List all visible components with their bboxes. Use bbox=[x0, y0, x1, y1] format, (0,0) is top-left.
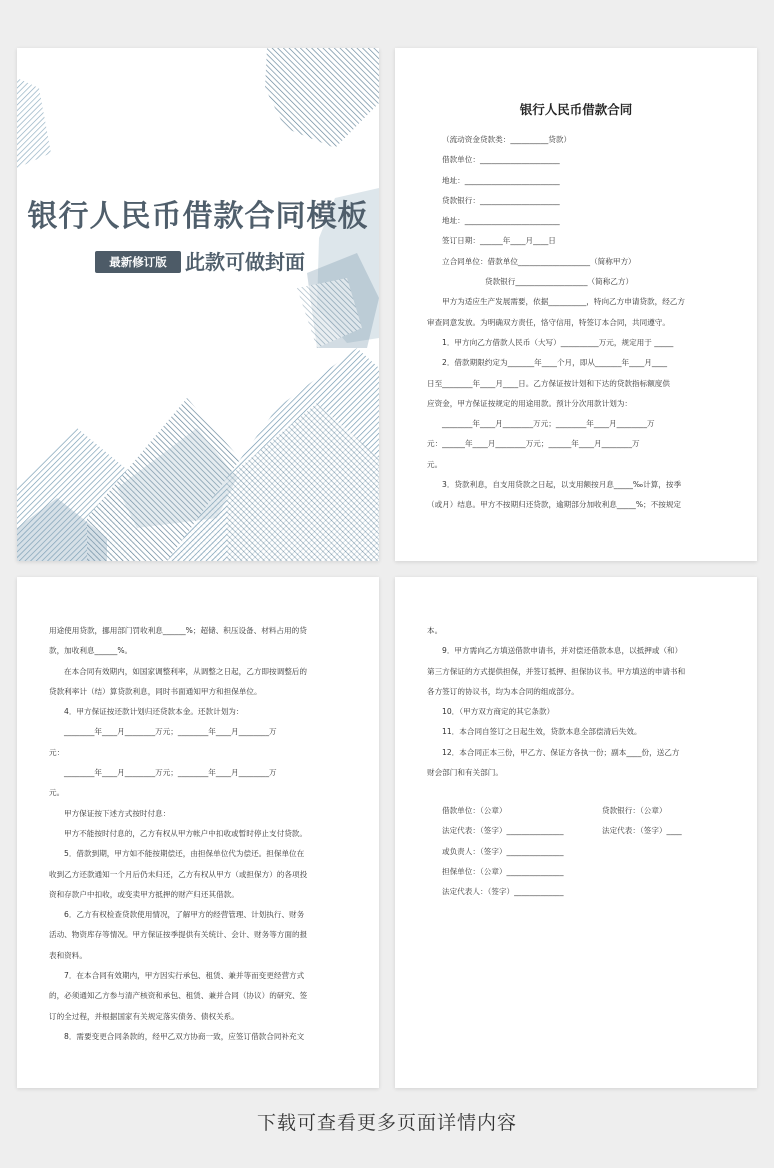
text-line: 元。 bbox=[427, 459, 443, 469]
text-line: 表和资料。 bbox=[49, 950, 87, 960]
contract-page-2 bbox=[17, 577, 379, 1088]
text-line: 在本合同有效期内，如国家调整利率，从调整之日起，乙方即按调整后的 bbox=[64, 666, 307, 676]
text-line: 贷款银行___________________（简称乙方） bbox=[485, 277, 634, 287]
text-line: 元：______年____月________万元；______年____月________万 bbox=[427, 439, 640, 449]
contract-body-2 bbox=[49, 621, 349, 1047]
text-line: 地址：_________________________ bbox=[442, 175, 560, 185]
text-line: 款，加收利息______%。 bbox=[49, 646, 133, 656]
text-line: 元： bbox=[49, 747, 65, 757]
sign-right-line: 贷款银行：（公章） bbox=[602, 806, 667, 815]
text-line: 的，必须通知乙方参与清产核资和承包、租赁、兼并合同（协议）的研究、签 bbox=[49, 991, 308, 1001]
text-line: 本。 bbox=[427, 626, 443, 635]
text-line: 2．借款期限约定为_______年____个月，即从_______年____月____ bbox=[442, 358, 668, 368]
signature-block bbox=[427, 801, 727, 902]
text-line: 1．甲方向乙方借款人民币（大写）__________万元，规定用于 _____ bbox=[442, 337, 674, 347]
text-line: 财会部门和有关部门。 bbox=[427, 768, 503, 778]
text-line: 6．乙方有权检查贷款使用情况，了解甲方的经营管理、计划执行、财务 bbox=[64, 910, 305, 920]
sign-left-line: 担保单位：（公章）_______________ bbox=[442, 866, 564, 876]
cover-page bbox=[17, 48, 379, 561]
text-line: 第三方保证的方式提供担保，并签订抵押、担保协议书。甲方填送的申请书和 bbox=[427, 666, 686, 676]
text-line: ________年____月________万元；________年____月________万 bbox=[64, 768, 277, 778]
text-line: 11．本合同自签订之日起生效，贷款本息全部偿清后失效。 bbox=[442, 727, 642, 737]
sign-left-line: 法定代表人：（签字）_____________ bbox=[442, 887, 564, 897]
cover-geometric-pattern bbox=[17, 48, 379, 561]
text-line: 日至________年____月____日。乙方保证按计划和下达的贷款指标额度供 bbox=[427, 378, 670, 388]
text-line: 收到乙方还款通知一个月后仍未归还，乙方有权从甲方（或担保方）的各项投 bbox=[49, 869, 308, 879]
text-line: 借款单位：_____________________ bbox=[442, 155, 560, 165]
text-line: 活动、物资库存等情况。甲方保证按季提供有关统计、会计、财务等方面的报 bbox=[49, 930, 308, 940]
text-line: 10．（甲方双方商定的其它条款） bbox=[442, 707, 555, 717]
download-more-footer: 下载可查看更多页面详情内容 bbox=[256, 1112, 517, 1134]
sign-left-line: 法定代表：（签字）_______________ bbox=[442, 826, 564, 836]
text-line: 签订日期：______年____月____日 bbox=[442, 236, 556, 246]
text-line: 7．在本合同有效期内，甲方因实行承包、租赁、兼并等而变更经营方式 bbox=[64, 971, 305, 981]
text-line: ________年____月________万元；________年____月________万 bbox=[64, 727, 277, 737]
text-line: 贷款银行：_____________________ bbox=[442, 195, 560, 205]
text-line: 甲方不能按时付息的，乙方有权从甲方帐户中扣收或暂时停止支付贷款。 bbox=[64, 828, 307, 838]
text-line: 贷款利率计（结）算贷款利息，同时书面通知甲方和担保单位。 bbox=[49, 686, 262, 696]
sign-left-line: 或负责人：（签字）_______________ bbox=[442, 846, 564, 856]
text-line: 立合同单位：借款单位___________________（简称甲方） bbox=[442, 256, 636, 266]
contract-body-3 bbox=[427, 621, 727, 783]
text-line: 各方签订的协议书，均为本合同的组成部分。 bbox=[427, 686, 579, 696]
text-line: 元。 bbox=[49, 788, 65, 798]
contract-page-3 bbox=[395, 577, 757, 1088]
text-line: 地址：_________________________ bbox=[442, 216, 560, 226]
text-line: ________年____月________万元；________年____月________万 bbox=[442, 419, 655, 429]
text-line: （流动资金贷款类：__________贷款） bbox=[442, 135, 572, 144]
sign-right-line: 法定代表：（签字）____ bbox=[602, 826, 682, 836]
text-line: 用途使用贷款，挪用部门罚收利息______%；超储、积压设备、材料占用的贷 bbox=[49, 626, 307, 635]
cover-subtitle: 此款可做封面 bbox=[185, 250, 305, 274]
text-line: 12．本合同正本三份，甲乙方、保证方各执一份；副本____份，送乙方 bbox=[442, 747, 680, 757]
text-line: 审查同意发放。为明确双方责任，恪守信用，特签订本合同，共同遵守。 bbox=[427, 317, 670, 327]
cover-title: 银行人民币借款合同模板 bbox=[27, 199, 369, 234]
text-line: （或月）结息。甲方不按期归还贷款，逾期部分加收利息_____%；不按规定 bbox=[427, 500, 682, 510]
text-line: 8．需要变更合同条款的，经甲乙双方协商一致，应签订借款合同补充文 bbox=[64, 1031, 305, 1041]
contract-title: 银行人民币借款合同 bbox=[519, 102, 633, 117]
text-line: 4．甲方保证按还款计划归还贷款本金。还款计划为： bbox=[64, 707, 244, 717]
contract-page-1 bbox=[395, 48, 757, 561]
contract-body-1 bbox=[427, 130, 727, 516]
cover-badge: 最新修订版 bbox=[95, 251, 181, 273]
text-line: 资和存款户中扣收，或变卖甲方抵押的财产归还其借款。 bbox=[49, 889, 239, 899]
text-line: 甲方保证按下述方式按时付息： bbox=[64, 808, 171, 818]
sign-left-line: 借款单位：（公章） bbox=[442, 806, 507, 815]
text-line: 3．贷款利息，自支用贷款之日起，以支用额按月息_____‰计算，按季 bbox=[442, 480, 682, 490]
text-line: 订的全过程，并根据国家有关规定落实债务、债权关系。 bbox=[49, 1011, 239, 1021]
text-line: 甲方为适应生产发展需要，依据__________，特向乙方申请贷款，经乙方 bbox=[442, 297, 685, 307]
text-line: 应资金，甲方保证按规定的用途用款。预计分次用款计划为： bbox=[427, 398, 633, 408]
text-line: 9．甲方需向乙方填送借款申请书，并对偿还借款本息，以抵押或（和） bbox=[442, 646, 683, 656]
text-line: 5．借款到期，甲方如不能按期偿还，由担保单位代为偿还。担保单位在 bbox=[64, 849, 305, 859]
